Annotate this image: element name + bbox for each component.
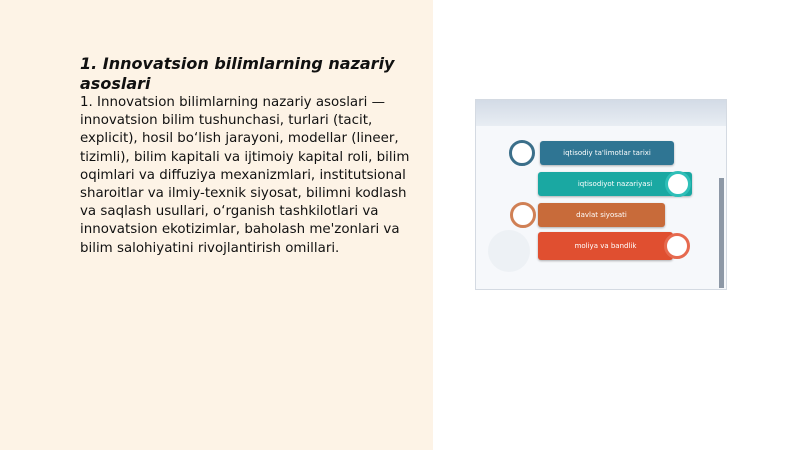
step-bar-3: davlat siyosati bbox=[538, 203, 665, 227]
image-top-band bbox=[476, 100, 726, 126]
step-circle-1 bbox=[509, 140, 535, 166]
step-bar-4: moliya va bandlik bbox=[538, 232, 673, 260]
step-bar-1: iqtisodiy ta'limotlar tarixi bbox=[540, 141, 674, 165]
diagram-image bbox=[475, 99, 727, 290]
watermark-shape bbox=[488, 230, 530, 272]
step-circle-2 bbox=[665, 171, 691, 197]
slide-title: 1. Innovatsion bilimlarning nazariy asoslari bbox=[80, 54, 395, 93]
step-circle-4 bbox=[664, 233, 690, 259]
step-circle-3 bbox=[510, 202, 536, 228]
image-scrollbar bbox=[719, 178, 724, 288]
step-bar-2: iqtisodiyot nazariyasi bbox=[538, 172, 692, 196]
slide-body-text: 1. Innovatsion bilimlarning nazariy asoslari — innovatsion bilim tushunchasi, turlari (tacit, explicit), hosil bo‘lish jarayoni, modellar (lineer, tizimli), bilim kapitali va ijtimoiy kapital roli, bilim oqimlari va diffuziya mexanizmlari, institutsional sharoitlar va ilmiy-texnik siyosat, bilimni kodlash va saqlash usullari, o‘rganish tashkilotlari va innovatsion ekotizimlar, baholash me'zonlari va bilim salohiyatini rivojlantirish omillari. bbox=[80, 95, 410, 256]
